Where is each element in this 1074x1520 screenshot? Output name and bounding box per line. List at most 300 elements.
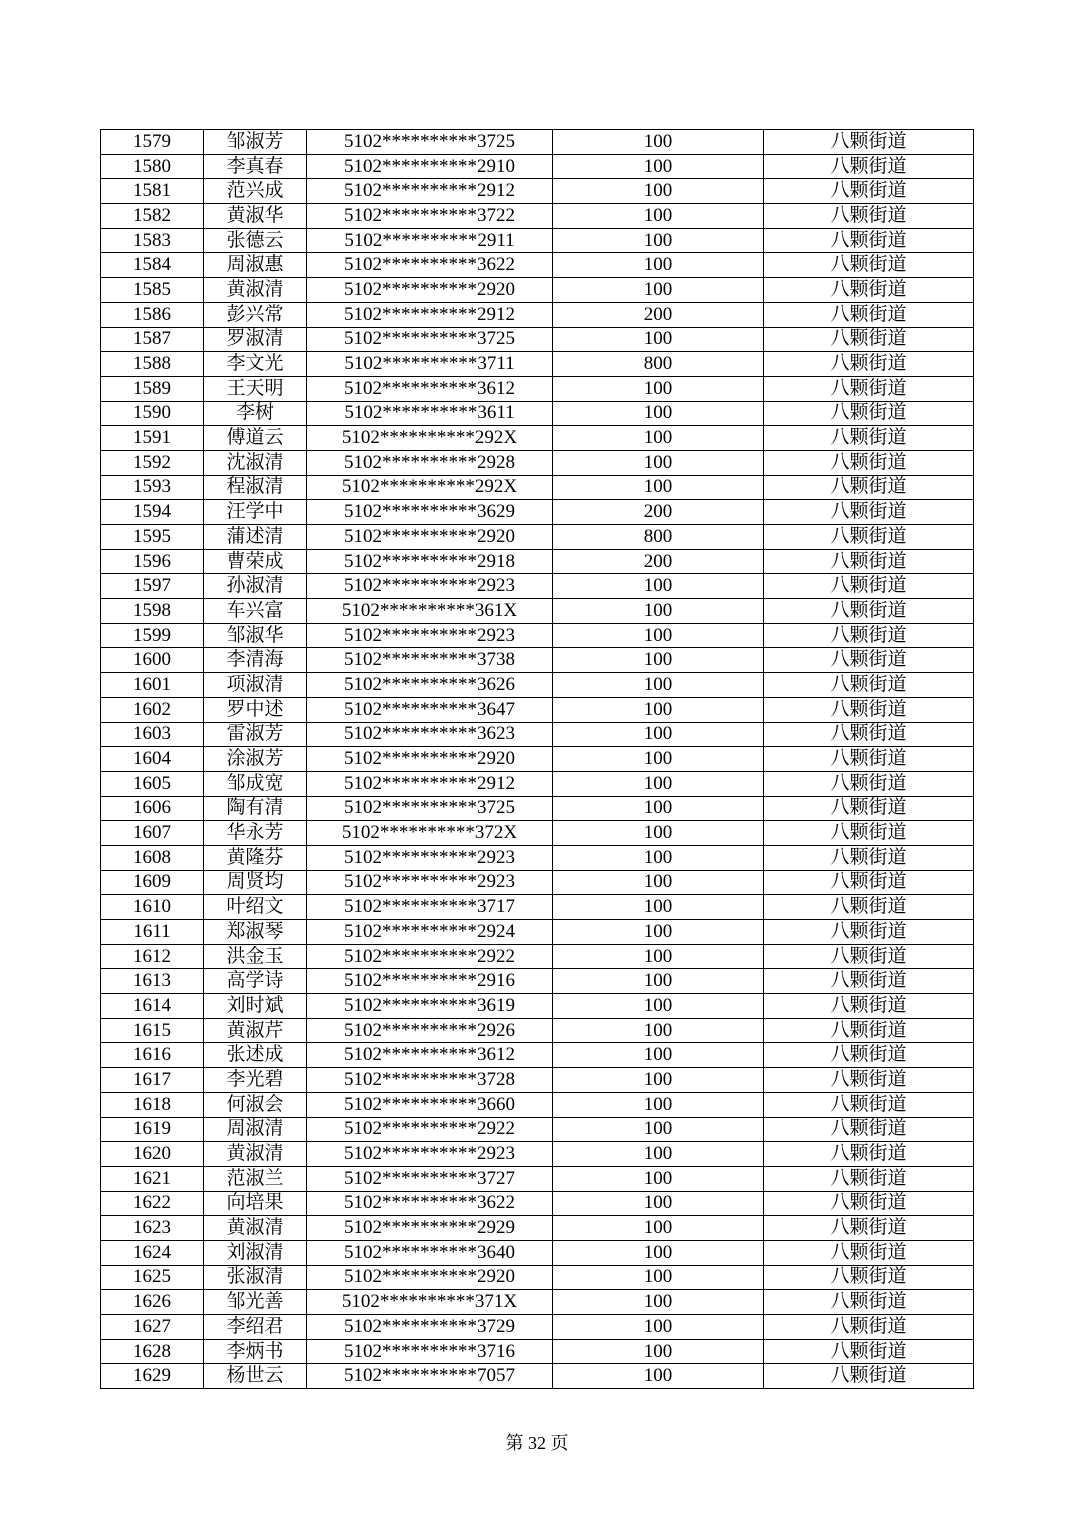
name-cell: 黄淑清 — [204, 278, 307, 303]
id-number-cell: 5102**********2923 — [307, 623, 553, 648]
name-cell: 曹荣成 — [204, 549, 307, 574]
row-number-cell: 1614 — [101, 994, 204, 1019]
id-number-cell: 5102**********2926 — [307, 1018, 553, 1043]
table-row — [101, 673, 974, 698]
subdistrict-cell: 八颗街道 — [764, 722, 974, 747]
amount-cell: 100 — [553, 1290, 764, 1315]
table-row — [101, 327, 974, 352]
subdistrict-cell: 八颗街道 — [764, 500, 974, 525]
table-row — [101, 969, 974, 994]
table-row — [101, 870, 974, 895]
table-row — [101, 1364, 974, 1389]
id-number-cell: 5102**********371X — [307, 1290, 553, 1315]
subdistrict-cell: 八颗街道 — [764, 1166, 974, 1191]
row-number-cell: 1591 — [101, 426, 204, 451]
row-number-cell: 1579 — [101, 130, 204, 155]
subdistrict-cell: 八颗街道 — [764, 648, 974, 673]
amount-cell: 100 — [553, 204, 764, 229]
row-number-cell: 1610 — [101, 895, 204, 920]
id-number-cell: 5102**********3728 — [307, 1068, 553, 1093]
row-number-cell: 1623 — [101, 1216, 204, 1241]
id-number-cell: 5102**********2912 — [307, 302, 553, 327]
amount-cell: 100 — [553, 450, 764, 475]
name-cell: 沈淑清 — [204, 450, 307, 475]
table-row — [101, 821, 974, 846]
table-row — [101, 1117, 974, 1142]
row-number-cell: 1600 — [101, 648, 204, 673]
name-cell: 杨世云 — [204, 1364, 307, 1389]
row-number-cell: 1619 — [101, 1117, 204, 1142]
id-number-cell: 5102**********361X — [307, 599, 553, 624]
name-cell: 罗淑清 — [204, 327, 307, 352]
name-cell: 陶有清 — [204, 796, 307, 821]
table-row — [101, 1265, 974, 1290]
roster-table — [100, 129, 974, 1389]
row-number-cell: 1581 — [101, 179, 204, 204]
name-cell: 周贤均 — [204, 870, 307, 895]
table-row — [101, 1339, 974, 1364]
id-number-cell: 5102**********3725 — [307, 796, 553, 821]
name-cell: 李炳书 — [204, 1339, 307, 1364]
table-row — [101, 1240, 974, 1265]
amount-cell: 100 — [553, 376, 764, 401]
subdistrict-cell: 八颗街道 — [764, 475, 974, 500]
page-number: 第 32 页 — [505, 1433, 569, 1453]
amount-cell: 100 — [553, 845, 764, 870]
table-row — [101, 845, 974, 870]
amount-cell: 100 — [553, 747, 764, 772]
table-row — [101, 747, 974, 772]
subdistrict-cell: 八颗街道 — [764, 1142, 974, 1167]
name-cell: 彭兴常 — [204, 302, 307, 327]
subdistrict-cell: 八颗街道 — [764, 179, 974, 204]
subdistrict-cell: 八颗街道 — [764, 228, 974, 253]
subdistrict-cell: 八颗街道 — [764, 845, 974, 870]
id-number-cell: 5102**********3622 — [307, 1191, 553, 1216]
subdistrict-cell: 八颗街道 — [764, 1339, 974, 1364]
name-cell: 程淑清 — [204, 475, 307, 500]
name-cell: 邹光善 — [204, 1290, 307, 1315]
subdistrict-cell: 八颗街道 — [764, 1191, 974, 1216]
table-row — [101, 697, 974, 722]
name-cell: 郑淑琴 — [204, 920, 307, 945]
amount-cell: 200 — [553, 302, 764, 327]
name-cell: 黄淑清 — [204, 1216, 307, 1241]
table-row — [101, 796, 974, 821]
subdistrict-cell: 八颗街道 — [764, 994, 974, 1019]
amount-cell: 100 — [553, 1339, 764, 1364]
row-number-cell: 1624 — [101, 1240, 204, 1265]
subdistrict-cell: 八颗街道 — [764, 697, 974, 722]
row-number-cell: 1604 — [101, 747, 204, 772]
roster-table-body — [101, 130, 974, 1389]
table-row — [101, 895, 974, 920]
id-number-cell: 5102**********2928 — [307, 450, 553, 475]
amount-cell: 100 — [553, 722, 764, 747]
id-number-cell: 5102**********2920 — [307, 747, 553, 772]
table-row — [101, 1290, 974, 1315]
id-number-cell: 5102**********2923 — [307, 870, 553, 895]
roster-table-container — [100, 129, 974, 1389]
table-row — [101, 130, 974, 155]
subdistrict-cell: 八颗街道 — [764, 401, 974, 426]
subdistrict-cell: 八颗街道 — [764, 1290, 974, 1315]
amount-cell: 100 — [553, 1142, 764, 1167]
row-number-cell: 1617 — [101, 1068, 204, 1093]
id-number-cell: 5102**********372X — [307, 821, 553, 846]
amount-cell: 100 — [553, 228, 764, 253]
subdistrict-cell: 八颗街道 — [764, 1092, 974, 1117]
id-number-cell: 5102**********2929 — [307, 1216, 553, 1241]
amount-cell: 100 — [553, 944, 764, 969]
table-row — [101, 179, 974, 204]
amount-cell: 100 — [553, 994, 764, 1019]
name-cell: 刘时斌 — [204, 994, 307, 1019]
row-number-cell: 1598 — [101, 599, 204, 624]
subdistrict-cell: 八颗街道 — [764, 796, 974, 821]
table-row — [101, 204, 974, 229]
row-number-cell: 1594 — [101, 500, 204, 525]
subdistrict-cell: 八颗街道 — [764, 130, 974, 155]
id-number-cell: 5102**********3640 — [307, 1240, 553, 1265]
name-cell: 黄隆芬 — [204, 845, 307, 870]
table-row — [101, 1166, 974, 1191]
id-number-cell: 5102**********2912 — [307, 771, 553, 796]
table-row — [101, 1018, 974, 1043]
table-row — [101, 599, 974, 624]
subdistrict-cell: 八颗街道 — [764, 154, 974, 179]
id-number-cell: 5102**********2923 — [307, 574, 553, 599]
amount-cell: 100 — [553, 697, 764, 722]
row-number-cell: 1613 — [101, 969, 204, 994]
id-number-cell: 5102**********3622 — [307, 253, 553, 278]
id-number-cell: 5102**********3738 — [307, 648, 553, 673]
row-number-cell: 1620 — [101, 1142, 204, 1167]
table-row — [101, 1191, 974, 1216]
subdistrict-cell: 八颗街道 — [764, 376, 974, 401]
row-number-cell: 1586 — [101, 302, 204, 327]
name-cell: 刘淑清 — [204, 1240, 307, 1265]
amount-cell: 100 — [553, 920, 764, 945]
name-cell: 邹淑芳 — [204, 130, 307, 155]
subdistrict-cell: 八颗街道 — [764, 525, 974, 550]
id-number-cell: 5102**********3727 — [307, 1166, 553, 1191]
row-number-cell: 1589 — [101, 376, 204, 401]
amount-cell: 100 — [553, 673, 764, 698]
id-number-cell: 5102**********2920 — [307, 1265, 553, 1290]
name-cell: 车兴富 — [204, 599, 307, 624]
row-number-cell: 1595 — [101, 525, 204, 550]
amount-cell: 100 — [553, 1216, 764, 1241]
subdistrict-cell: 八颗街道 — [764, 278, 974, 303]
name-cell: 李树 — [204, 401, 307, 426]
id-number-cell: 5102**********3612 — [307, 376, 553, 401]
amount-cell: 100 — [553, 1018, 764, 1043]
table-row — [101, 302, 974, 327]
name-cell: 汪学中 — [204, 500, 307, 525]
name-cell: 黄淑清 — [204, 1142, 307, 1167]
amount-cell: 100 — [553, 599, 764, 624]
amount-cell: 100 — [553, 1191, 764, 1216]
subdistrict-cell: 八颗街道 — [764, 1364, 974, 1389]
subdistrict-cell: 八颗街道 — [764, 1043, 974, 1068]
id-number-cell: 5102**********3611 — [307, 401, 553, 426]
row-number-cell: 1627 — [101, 1315, 204, 1340]
amount-cell: 100 — [553, 426, 764, 451]
row-number-cell: 1611 — [101, 920, 204, 945]
name-cell: 范兴成 — [204, 179, 307, 204]
id-number-cell: 5102**********7057 — [307, 1364, 553, 1389]
id-number-cell: 5102**********3711 — [307, 352, 553, 377]
amount-cell: 100 — [553, 1166, 764, 1191]
table-row — [101, 771, 974, 796]
table-row — [101, 920, 974, 945]
amount-cell: 100 — [553, 969, 764, 994]
table-row — [101, 228, 974, 253]
id-number-cell: 5102**********3725 — [307, 130, 553, 155]
row-number-cell: 1587 — [101, 327, 204, 352]
amount-cell: 100 — [553, 130, 764, 155]
row-number-cell: 1588 — [101, 352, 204, 377]
amount-cell: 100 — [553, 401, 764, 426]
amount-cell: 100 — [553, 796, 764, 821]
id-number-cell: 5102**********2916 — [307, 969, 553, 994]
name-cell: 李光碧 — [204, 1068, 307, 1093]
amount-cell: 100 — [553, 1117, 764, 1142]
table-row — [101, 352, 974, 377]
subdistrict-cell: 八颗街道 — [764, 549, 974, 574]
name-cell: 蒲述清 — [204, 525, 307, 550]
id-number-cell: 5102**********3725 — [307, 327, 553, 352]
id-number-cell: 5102**********3647 — [307, 697, 553, 722]
row-number-cell: 1590 — [101, 401, 204, 426]
amount-cell: 100 — [553, 1092, 764, 1117]
name-cell: 王天明 — [204, 376, 307, 401]
name-cell: 叶绍文 — [204, 895, 307, 920]
amount-cell: 100 — [553, 1315, 764, 1340]
name-cell: 邹成宽 — [204, 771, 307, 796]
amount-cell: 100 — [553, 771, 764, 796]
id-number-cell: 5102**********2923 — [307, 1142, 553, 1167]
name-cell: 罗中述 — [204, 697, 307, 722]
id-number-cell: 5102**********3717 — [307, 895, 553, 920]
table-row — [101, 1043, 974, 1068]
subdistrict-cell: 八颗街道 — [764, 673, 974, 698]
id-number-cell: 5102**********3722 — [307, 204, 553, 229]
name-cell: 高学诗 — [204, 969, 307, 994]
subdistrict-cell: 八颗街道 — [764, 450, 974, 475]
id-number-cell: 5102**********2910 — [307, 154, 553, 179]
subdistrict-cell: 八颗街道 — [764, 895, 974, 920]
table-row — [101, 450, 974, 475]
name-cell: 项淑清 — [204, 673, 307, 698]
amount-cell: 200 — [553, 549, 764, 574]
amount-cell: 100 — [553, 1364, 764, 1389]
row-number-cell: 1599 — [101, 623, 204, 648]
id-number-cell: 5102**********2924 — [307, 920, 553, 945]
subdistrict-cell: 八颗街道 — [764, 599, 974, 624]
amount-cell: 100 — [553, 574, 764, 599]
id-number-cell: 5102**********2923 — [307, 845, 553, 870]
subdistrict-cell: 八颗街道 — [764, 327, 974, 352]
subdistrict-cell: 八颗街道 — [764, 1240, 974, 1265]
row-number-cell: 1596 — [101, 549, 204, 574]
amount-cell: 100 — [553, 253, 764, 278]
subdistrict-cell: 八颗街道 — [764, 574, 974, 599]
row-number-cell: 1615 — [101, 1018, 204, 1043]
subdistrict-cell: 八颗街道 — [764, 1117, 974, 1142]
subdistrict-cell: 八颗街道 — [764, 1216, 974, 1241]
table-row — [101, 278, 974, 303]
row-number-cell: 1608 — [101, 845, 204, 870]
subdistrict-cell: 八颗街道 — [764, 352, 974, 377]
amount-cell: 100 — [553, 327, 764, 352]
amount-cell: 100 — [553, 895, 764, 920]
amount-cell: 100 — [553, 154, 764, 179]
row-number-cell: 1618 — [101, 1092, 204, 1117]
subdistrict-cell: 八颗街道 — [764, 623, 974, 648]
row-number-cell: 1605 — [101, 771, 204, 796]
name-cell: 李真春 — [204, 154, 307, 179]
id-number-cell: 5102**********3629 — [307, 500, 553, 525]
table-row — [101, 253, 974, 278]
subdistrict-cell: 八颗街道 — [764, 1265, 974, 1290]
table-row — [101, 1315, 974, 1340]
table-row — [101, 500, 974, 525]
row-number-cell: 1621 — [101, 1166, 204, 1191]
row-number-cell: 1609 — [101, 870, 204, 895]
id-number-cell: 5102**********3626 — [307, 673, 553, 698]
subdistrict-cell: 八颗街道 — [764, 1068, 974, 1093]
name-cell: 周淑清 — [204, 1117, 307, 1142]
name-cell: 张淑清 — [204, 1265, 307, 1290]
table-row — [101, 1068, 974, 1093]
row-number-cell: 1603 — [101, 722, 204, 747]
table-row — [101, 475, 974, 500]
table-row — [101, 549, 974, 574]
row-number-cell: 1583 — [101, 228, 204, 253]
table-row — [101, 401, 974, 426]
id-number-cell: 5102**********2912 — [307, 179, 553, 204]
name-cell: 傅道云 — [204, 426, 307, 451]
row-number-cell: 1628 — [101, 1339, 204, 1364]
row-number-cell: 1582 — [101, 204, 204, 229]
table-row — [101, 525, 974, 550]
name-cell: 向培果 — [204, 1191, 307, 1216]
row-number-cell: 1602 — [101, 697, 204, 722]
amount-cell: 100 — [553, 648, 764, 673]
row-number-cell: 1592 — [101, 450, 204, 475]
name-cell: 洪金玉 — [204, 944, 307, 969]
name-cell: 周淑惠 — [204, 253, 307, 278]
row-number-cell: 1593 — [101, 475, 204, 500]
amount-cell: 100 — [553, 1265, 764, 1290]
name-cell: 涂淑芳 — [204, 747, 307, 772]
subdistrict-cell: 八颗街道 — [764, 1315, 974, 1340]
id-number-cell: 5102**********3623 — [307, 722, 553, 747]
amount-cell: 100 — [553, 179, 764, 204]
name-cell: 范淑兰 — [204, 1166, 307, 1191]
table-row — [101, 574, 974, 599]
subdistrict-cell: 八颗街道 — [764, 920, 974, 945]
subdistrict-cell: 八颗街道 — [764, 821, 974, 846]
name-cell: 李绍君 — [204, 1315, 307, 1340]
name-cell: 雷淑芳 — [204, 722, 307, 747]
subdistrict-cell: 八颗街道 — [764, 302, 974, 327]
name-cell: 孙淑清 — [204, 574, 307, 599]
name-cell: 张德云 — [204, 228, 307, 253]
table-row — [101, 648, 974, 673]
id-number-cell: 5102**********3660 — [307, 1092, 553, 1117]
subdistrict-cell: 八颗街道 — [764, 771, 974, 796]
table-row — [101, 994, 974, 1019]
table-row — [101, 376, 974, 401]
amount-cell: 100 — [553, 475, 764, 500]
table-row — [101, 1216, 974, 1241]
row-number-cell: 1584 — [101, 253, 204, 278]
row-number-cell: 1622 — [101, 1191, 204, 1216]
id-number-cell: 5102**********292X — [307, 426, 553, 451]
id-number-cell: 5102**********2918 — [307, 549, 553, 574]
amount-cell: 200 — [553, 500, 764, 525]
id-number-cell: 5102**********3729 — [307, 1315, 553, 1340]
row-number-cell: 1601 — [101, 673, 204, 698]
table-row — [101, 722, 974, 747]
subdistrict-cell: 八颗街道 — [764, 747, 974, 772]
subdistrict-cell: 八颗街道 — [764, 253, 974, 278]
name-cell: 华永芳 — [204, 821, 307, 846]
subdistrict-cell: 八颗街道 — [764, 426, 974, 451]
amount-cell: 800 — [553, 525, 764, 550]
amount-cell: 100 — [553, 1068, 764, 1093]
id-number-cell: 5102**********3619 — [307, 994, 553, 1019]
subdistrict-cell: 八颗街道 — [764, 204, 974, 229]
id-number-cell: 5102**********292X — [307, 475, 553, 500]
name-cell: 张述成 — [204, 1043, 307, 1068]
row-number-cell: 1625 — [101, 1265, 204, 1290]
id-number-cell: 5102**********2920 — [307, 278, 553, 303]
row-number-cell: 1612 — [101, 944, 204, 969]
table-row — [101, 1092, 974, 1117]
subdistrict-cell: 八颗街道 — [764, 1018, 974, 1043]
name-cell: 黄淑华 — [204, 204, 307, 229]
row-number-cell: 1585 — [101, 278, 204, 303]
subdistrict-cell: 八颗街道 — [764, 870, 974, 895]
row-number-cell: 1607 — [101, 821, 204, 846]
id-number-cell: 5102**********2922 — [307, 1117, 553, 1142]
amount-cell: 100 — [553, 1043, 764, 1068]
id-number-cell: 5102**********2911 — [307, 228, 553, 253]
id-number-cell: 5102**********3716 — [307, 1339, 553, 1364]
table-row — [101, 1142, 974, 1167]
subdistrict-cell: 八颗街道 — [764, 969, 974, 994]
row-number-cell: 1629 — [101, 1364, 204, 1389]
table-row — [101, 426, 974, 451]
amount-cell: 100 — [553, 821, 764, 846]
name-cell: 邹淑华 — [204, 623, 307, 648]
amount-cell: 100 — [553, 278, 764, 303]
table-row — [101, 154, 974, 179]
id-number-cell: 5102**********2920 — [307, 525, 553, 550]
table-row — [101, 623, 974, 648]
id-number-cell: 5102**********3612 — [307, 1043, 553, 1068]
amount-cell: 100 — [553, 623, 764, 648]
id-number-cell: 5102**********2922 — [307, 944, 553, 969]
row-number-cell: 1580 — [101, 154, 204, 179]
name-cell: 何淑会 — [204, 1092, 307, 1117]
row-number-cell: 1597 — [101, 574, 204, 599]
name-cell: 李文光 — [204, 352, 307, 377]
